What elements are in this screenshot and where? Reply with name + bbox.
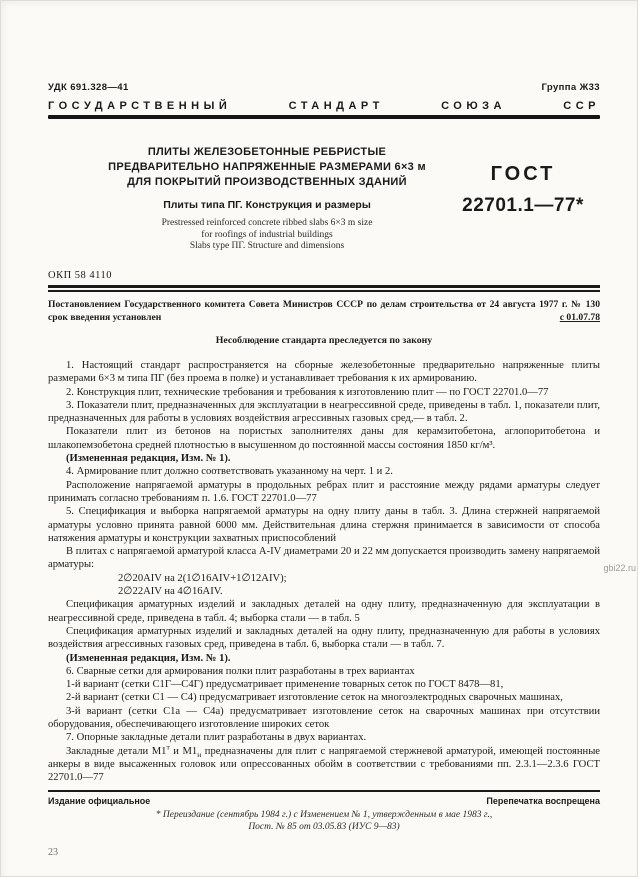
- body-paragraph: 1. Настоящий стандарт распространяется на сборные железобетонные предварительно напряженные плиты размерами 6×3 м типа ПГ (без проема в полке) и устанавливает требования к их армированию.: [48, 360, 600, 385]
- state-standard-word: СТАНДАРТ: [288, 100, 384, 112]
- body-paragraph: 2∅22AIV на 4∅16AIV.: [118, 586, 223, 598]
- state-standard-word: ГОСУДАРСТВЕННЫЙ: [48, 100, 232, 112]
- title-english: [48, 218, 486, 253]
- body-paragraph: 2-й вариант (сетки С1 — С4) предусматривает изготовление сеток на многоэлектродных сварочных машинах,: [66, 692, 563, 704]
- udk-code: УДК 691.328—41: [48, 82, 129, 93]
- group-code: Группа Ж33: [541, 82, 600, 93]
- designation-number: 22701.1—77*: [462, 195, 584, 216]
- header-meta-row: [48, 82, 600, 93]
- watermark: gbi22.ru: [603, 563, 636, 573]
- body-paragraph: 3-й вариант (сетки С1а — С4а) предусматривает изготовление сеток на сварочных машинах при отсутствии оборудования, обеспечивающего изготовление широких сеток: [48, 705, 600, 731]
- body-paragraph: 7. Опорные закладные детали плит разработаны в двух вариантах.: [66, 732, 367, 744]
- body-paragraph: 3. Показатели плит, предназначенных для эксплуатации в неагрессивной среде, приведены в табл. 1, показатели плит, предназначенных для работы в условиях воздействия агрессивных газовых сред,— в табл. 2.: [48, 399, 600, 425]
- official-edition-label: Издание официальное: [48, 795, 151, 806]
- body-paragraph: (Измененная редакция, Изм. № 1).: [66, 453, 231, 465]
- decree-text: Постановлением Государственного комитета Совета Министров СССР по делам строительства от 24 августа 1977 г. № 130 срок введения установлен: [48, 299, 600, 323]
- footnote-line-1: * Переиздание (сентябрь 1984 г.) с Изменением № 1, утвержденным в мае 1983 г.,: [155, 809, 493, 820]
- body-paragraph: Расположение напрягаемой арматуры в продольных ребрах плит и расстояние между рядами арматуры следует принимать согласно требованиям п. 1.6. ГОСТ 22701.0—77: [48, 479, 600, 504]
- body-paragraph: Спецификация арматурных изделий и закладных деталей на одну плиту, предназначенную для эксплуатации в неагрессивной среде, приведена в табл. 4; выборка стали — в табл. 5: [48, 599, 600, 624]
- double-rule: [48, 285, 600, 292]
- title-en-line-2: for roofings of industrial buildings: [201, 229, 333, 240]
- body-paragraph: 1-й вариант (сетки С1Г—С4Г) предусматривает применение товарных сеток по ГОСТ 8478—81,: [66, 679, 504, 691]
- header-rule: [48, 115, 600, 119]
- title-line-2: ПРЕДВАРИТЕЛЬНО НАПРЯЖЕННЫЕ РАЗМЕРАМИ 6×3 м: [108, 161, 426, 173]
- document-title: [48, 145, 486, 190]
- state-standard-header: [48, 100, 600, 112]
- title-en-line-3: Slabs type ПГ. Structure and dimensions: [189, 241, 345, 251]
- page-number: 23: [48, 846, 58, 858]
- title-section: [48, 145, 600, 257]
- law-notice: Несоблюдение стандарта преследуется по закону: [215, 335, 433, 346]
- title-line-1: ПЛИТЫ ЖЕЛЕЗОБЕТОННЫЕ РЕБРИСТЫЕ: [147, 146, 387, 158]
- designation-gost-label: ГОСТ: [490, 163, 556, 185]
- body-paragraph: 2. Конструкция плит, технические требования и требования к изготовлению плит — по ГОСТ 22701.0—77: [66, 386, 549, 398]
- footer-rule: [48, 790, 600, 792]
- body-paragraph: 2∅20AIV на 2(1∅16AIV+1∅12AIV);: [118, 572, 287, 584]
- okp-code: ОКП 58 4110: [48, 270, 113, 281]
- body-paragraph: 5. Спецификация и выборка напрягаемой арматуры на одну плиту даны в табл. 3. Длина стержней напрягаемой арматуры условно принята равной 6000 мм. Действительная длина стержня принимается в зависимости от способа натяжения арматуры и конструкции захватных приспособлений: [48, 506, 600, 544]
- title-line-3: ДЛЯ ПОКРЫТИЙ ПРОИЗВОДСТВЕННЫХ ЗДАНИЙ: [127, 176, 407, 188]
- body-paragraph: 4. Армирование плит должно соответствовать указанному на черт. 1 и 2.: [66, 466, 393, 478]
- body-paragraph: (Измененная редакция, Изм. № 1).: [66, 652, 231, 664]
- state-standard-word: ССР: [563, 100, 600, 112]
- reprint-prohibited-label: Перепечатка воспрещена: [486, 795, 600, 806]
- standard-designation: [448, 163, 598, 217]
- title-en-line-1: Prestressed reinforced concrete ribbed slabs 6×3 m size: [161, 218, 373, 228]
- body-text: [48, 359, 600, 785]
- footer-row: [48, 796, 600, 806]
- title-block: [48, 145, 486, 253]
- state-standard-word: СОЮЗА: [441, 100, 506, 112]
- effective-date: с 01.07.78: [559, 311, 600, 323]
- body-paragraph: В плитах с напрягаемой арматурой класса A-IV диаметрами 20 и 22 мм допускается производить замену напрягаемой арматуры:: [48, 546, 600, 571]
- body-paragraph: 6. Сварные сетки для армирования полки плит разработаны в трех вариантах: [66, 665, 415, 677]
- footnote-line-2: Пост. № 85 от 03.05.83 (ИУС 9—83): [248, 821, 400, 832]
- body-paragraph: Спецификация арматурных изделий и закладных деталей на одну плиту, предназначенную для работы в условиях воздействия агрессивных газовых сред, приведена в табл. 6, выборка стали — в табл. 7.: [48, 625, 600, 651]
- decree-block: [48, 299, 600, 324]
- body-paragraph: Закладные детали $М1^т$ и $М1_н$ предназначены для плит с напрягаемой стержневой арматурой, имеющей постоянные анкеры в виде высаженных головок или опрессованных обойм в соответствии с требованиями пп. 2.3.1—2.3.6 ГОСТ 22701.0—77: [48, 742, 601, 784]
- body-paragraph: Показатели плит из бетонов на пористых заполнителях даны для керамзитобетона, аглопоритобетона и шлакопемзобетона средней плотностью в высушенном до постоянной массы состояния 1850 кг/м³.: [48, 426, 600, 451]
- document-subtitle: Плиты типа ПГ. Конструкция и размеры: [163, 199, 371, 211]
- reissue-footnote: [48, 809, 600, 833]
